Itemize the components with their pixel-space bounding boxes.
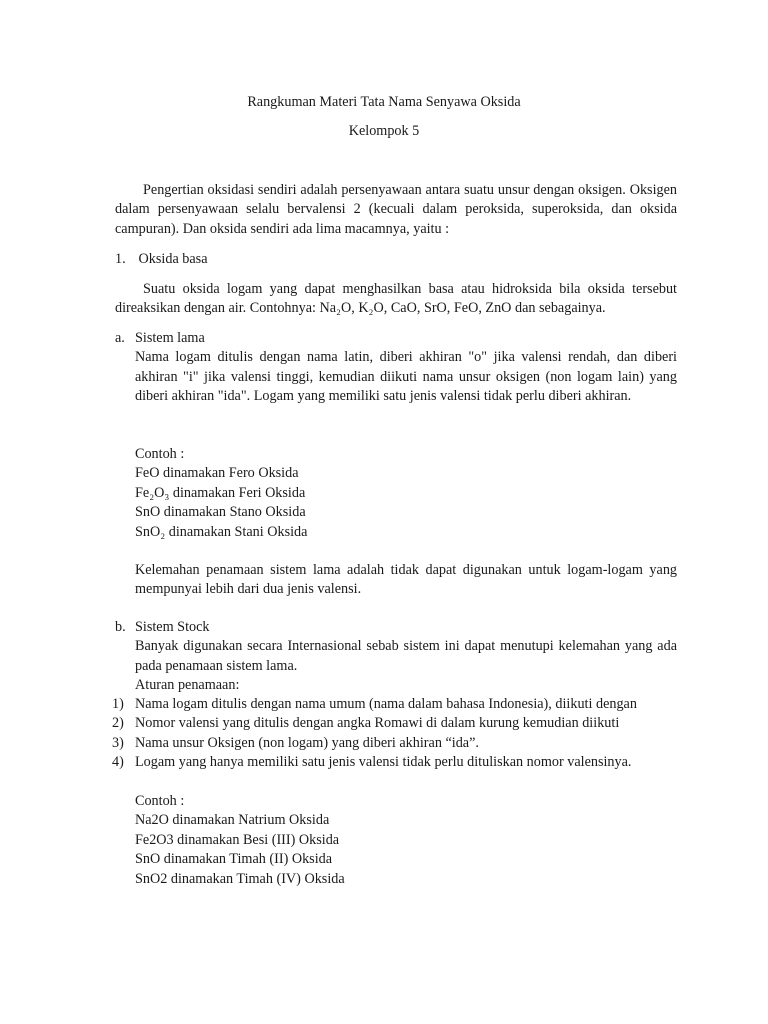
example-line: Fe2O3 dinamakan Besi (III) Oksida (135, 831, 340, 848)
item-label: Oksida basa (138, 251, 208, 267)
example-line: Fe₂O₃ dinamakan Feri Oksida (135, 484, 306, 501)
sistem-stock-examples (135, 792, 677, 889)
naming-rules-list (112, 695, 715, 773)
example-line: SnO dinamakan Timah (II) Oksida (135, 851, 333, 868)
rule-text: Nama logam ditulis dengan nama umum (nama dalam bahasa Indonesia), diikuti dengan (135, 696, 637, 712)
rules-heading: Aturan penamaan: (135, 677, 240, 694)
item-oksida-basa (115, 250, 208, 269)
subsection-mark: b. (115, 619, 126, 635)
intro-paragraph: Pengertian oksidasi sendiri adalah persenyawaan antara suatu unsur dengan oksigen. Oksigen dalam persenyawaan selalu bervalensi 2 (kecuali dalam peroksida, superoksida, dan oksida campuran). Dan oksida sendiri ada lima macamnya, yaitu : (115, 182, 677, 237)
sistem-lama-examples (135, 445, 677, 542)
rule-text: Nama unsur Oksigen (non logam) yang diberi akhiran “ida”. (135, 734, 479, 751)
example-line: SnO dinamakan Stano Oksida (135, 504, 306, 521)
sistem-stock-description: Banyak digunakan secara Internasional sebab sistem ini dapat menutupi kelemahan yang ada pada penamaan sistem lama. (135, 638, 677, 674)
example-line: Na2O dinamakan Natrium Oksida (135, 812, 330, 829)
item-number: 1. (115, 251, 126, 267)
group-label: Kelompok 5 (348, 123, 420, 139)
example-line: SnO₂ dinamakan Stani Oksida (135, 523, 308, 540)
rule-item (112, 753, 715, 772)
example-heading: Contoh : (135, 446, 185, 462)
rule-item (112, 734, 715, 753)
example-line: FeO dinamakan Fero Oksida (135, 465, 299, 482)
example-line: SnO2 dinamakan Timah (IV) Oksida (135, 870, 345, 887)
sistem-lama-weakness: Kelemahan penamaan sistem lama adalah tidak dapat digunakan untuk logam-logam yang mempunyai lebih dari dua jenis valensi. (135, 562, 677, 598)
subsection-mark: a. (115, 330, 125, 346)
rule-item (112, 695, 715, 714)
oksida-basa-description: Suatu oksida logam yang dapat menghasilkan basa atau hidroksida bila oksida tersebut direaksikan dengan air. Contohnya: Na₂O, K₂O, CaO, SrO, FeO, ZnO dan sebagainya. (115, 281, 677, 317)
subsection-sistem-lama (115, 329, 677, 407)
rule-text: Nomor valensi yang ditulis dengan angka Romawi di dalam kurung kemudian diikuti (135, 715, 620, 732)
example-heading: Contoh : (135, 793, 185, 809)
rule-number: 1) (112, 696, 124, 712)
rule-text: Logam yang hanya memiliki satu jenis valensi tidak perlu dituliskan nomor valensinya. (135, 754, 632, 771)
rule-number: 2) (112, 715, 124, 732)
document-title: Rangkuman Materi Tata Nama Senyawa Oksida (247, 94, 521, 110)
rule-number: 3) (112, 734, 124, 751)
sistem-lama-description: Nama logam ditulis dengan nama latin, diberi akhiran "o" jika valensi rendah, dan diberi akhiran "i" jika valensi tinggi, kemudian diikuti nama unsur oksigen (non logam lain) yang diberi akhiran "ida". Logam yang memiliki satu jenis valensi tidak perlu diberi akhiran. (135, 349, 677, 405)
rule-item (112, 714, 715, 733)
subsection-sistem-stock (115, 618, 677, 696)
rule-number: 4) (112, 754, 124, 771)
subsection-label: Sistem Stock (135, 619, 210, 635)
subsection-label: Sistem lama (135, 330, 205, 346)
